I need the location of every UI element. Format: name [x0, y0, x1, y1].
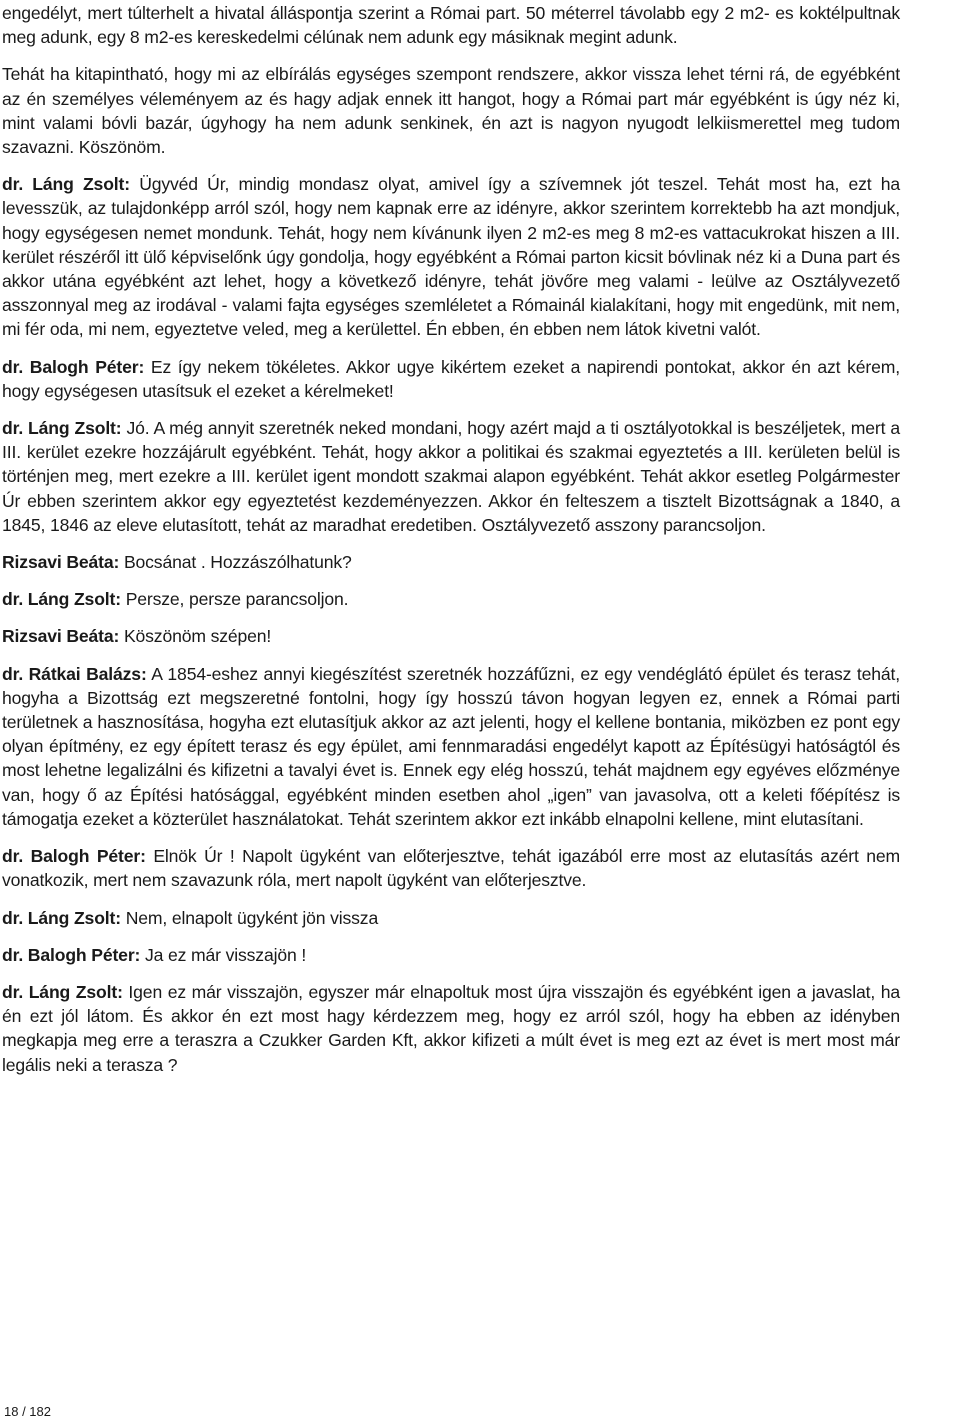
document-page [2, 0, 900, 1077]
paragraph-gap [2, 49, 900, 62]
paragraph-text: Tehát ha kitapintható, hogy mi az elbírálás egységes szempont rendszere, akkor vissza lehet térni rá, de egyébként az én személyes véleményem az és hagy adjak ennek itt hangot, hogy a Római part már egyébként is úgy néz ki, mint valami bóvli bazár, úgyhogy ha nem adunk senkinek, én azt is nagyon nyugodt lelkiismerettel meg tudom szavazni. Köszönöm. [2, 64, 900, 158]
speaker-name: dr. Rátkai Balázs: [2, 663, 147, 684]
paragraph [2, 172, 900, 341]
paragraph [2, 1, 900, 49]
paragraph [2, 906, 900, 930]
paragraph-text: Persze, persze parancsoljon. [120, 589, 349, 610]
paragraph-text: Elnök Úr ! Napolt ügyként van előterjesztve, tehát igazából erre most az elutasítás azért nem vonatkozik, mert nem szavazunk róla, mert napolt ügyként van előterjesztve. [2, 846, 900, 891]
paragraph-gap [2, 831, 900, 844]
paragraph [2, 624, 900, 648]
paragraph-gap [2, 537, 900, 550]
page-number: 18 / 182 [4, 1404, 51, 1419]
paragraph-text: Ügyvéd Úr, mindig mondasz olyat, amivel így a szívemnek jót teszel. Tehát most ha, ezt ha levesszük, az tulajdonképp arról szól, hogy nem kapnak erre az idényre, akkor szerintem korrektebb ha azt mondjuk, hogy egységesen nemet mondunk. Tehát, hogy nem kívánunk ilyen 2 m2-es meg 8 m2-es vattacukrokat hiszen a III. kerület részéről itt ülő képviselőnk úgy gondolja, hogy egyébként a Római parton kicsit bóvlinak néz ki a Duna part és akkor utána egyébként azt lehet, hogy a következő idényre, tehát jövőre meg valami - leülve az Osztályvezető asszonnyal meg az irodával - valami fajta egységes szemléletet a Rómainál kialakítani, hogy mit engedünk, mit nem, mi fér oda, mi nem, egyeztetve veled, meg a kerülettel. Én ebben, én ebben nem látok kivetni valót. [2, 174, 900, 340]
paragraph-gap [2, 403, 900, 416]
paragraph [2, 943, 900, 967]
speaker-name: dr. Láng Zsolt: [2, 907, 121, 928]
speaker-name: dr. Láng Zsolt: [2, 174, 130, 195]
paragraph [2, 416, 900, 537]
paragraph-text: engedélyt, mert túlterhelt a hivatal álláspontja szerint a Római part. 50 méterrel távolabb egy 2 m2- es koktélpultnak meg adunk, egy 8 m2-es kereskedelmi célúnak nem adunk egy másiknak megint adunk. [2, 3, 900, 48]
speaker-name: dr. Balogh Péter: [2, 944, 141, 965]
paragraph-gap [2, 574, 900, 587]
paragraph-gap [2, 930, 900, 943]
paragraph [2, 662, 900, 831]
paragraph [2, 980, 900, 1077]
speaker-name: Rizsavi Beáta: [2, 626, 120, 647]
paragraph-text: Jó. A még annyit szeretnék neked mondani, hogy azért majd a ti osztályotokkal is beszéljetek, mert a III. kerület ezekre hozzájárult egyébként. Tehát, hogy akkor a politikai és szakmai egyeztetés a III. kerületen belül is történjen meg, mert ezekre a III. kerület igent mondott szakmai alapon egyébként. Tehát akkor esetleg Polgármester Úr ebben szerintem akkor egy egyeztetést kezdeményezzen. Akkor én felteszem a tisztelt Bizottságnak a 1840, a 1845, 1846 az eleve elutasított, tehát az maradhat eredetiben. Osztályvezető asszony parancsoljon. [2, 418, 901, 535]
paragraph-text: Ez így nekem tökéletes. Akkor ugye kikértem ezeket a napirendi pontokat, akkor én azt kérem, hogy egységesen utasítsuk el ezeket a kérelmeket! [2, 356, 900, 401]
paragraph [2, 62, 900, 159]
paragraph [2, 355, 900, 403]
paragraph-gap [2, 649, 900, 662]
paragraph-gap [2, 893, 900, 906]
paragraph-text: Köszönöm szépen! [119, 626, 272, 647]
speaker-name: dr. Láng Zsolt: [2, 981, 123, 1002]
paragraph [2, 844, 900, 892]
speaker-name: dr. Balogh Péter: [2, 846, 146, 867]
speaker-name: dr. Láng Zsolt: [2, 589, 121, 610]
paragraph-gap [2, 611, 900, 624]
paragraph-text: Igen ez már visszajön, egyszer már elnapoltuk most újra visszajön és egyébként igen a javaslat, ha én ezt jól látom. És akkor én ezt most hagy kérdezzem meg, hogy ez arról szól, hogy ha ebben az idényben megkapja meg erre a teraszra a Czukker Garden Kft, akkor kifizeti a múlt évet is meg ezt az évet is mert most már legális neki a terasza ? [2, 981, 900, 1075]
paragraph-text: Ja ez már visszajön ! [140, 944, 307, 965]
speaker-name: dr. Láng Zsolt: [2, 418, 122, 439]
speaker-name: dr. Balogh Péter: [2, 356, 145, 377]
paragraph [2, 587, 900, 611]
paragraph-text: Nem, elnapolt ügyként jön vissza [120, 907, 379, 928]
paragraph [2, 550, 900, 574]
paragraph-gap [2, 967, 900, 980]
paragraph-text: A 1854-eshez annyi kiegészítést szeretnék hozzáfűzni, ez egy vendéglátó épület és terasz tehát, hogyha a Bizottság ezt megszeretné fontolni, hogy így hosszú távon hogyan legyen ez, ennek a Római parti területnek a hasznosítása, hogyha ezt elutasítjuk akkor az azt jelenti, hogy el kellene bontania, miközben ez pont egy olyan építmény, ez egy épített terasz és egy épület, ami fennmaradási engedélyt kapott az Építésügyi hatóságtól és most lehetne legalizálni és kifizetni a tavalyi évet is. Ennek egy elég hosszú, tehát majdnem egy egyéves előzménye van, hogy ő az Építési hatósággal, egyébként minden esetben ahol „igen” van javasolva, ott a keleti főépítész is támogatja ezeket a közterület használatokat. Tehát szerintem akkor ezt inkább elnapolni kellene, mint elutasítani. [2, 663, 900, 829]
paragraph-gap [2, 342, 900, 355]
speaker-name: Rizsavi Beáta: [2, 552, 120, 573]
paragraph-text: Bocsánat . Hozzászólhatunk? [119, 552, 352, 573]
paragraph-gap [2, 159, 900, 172]
